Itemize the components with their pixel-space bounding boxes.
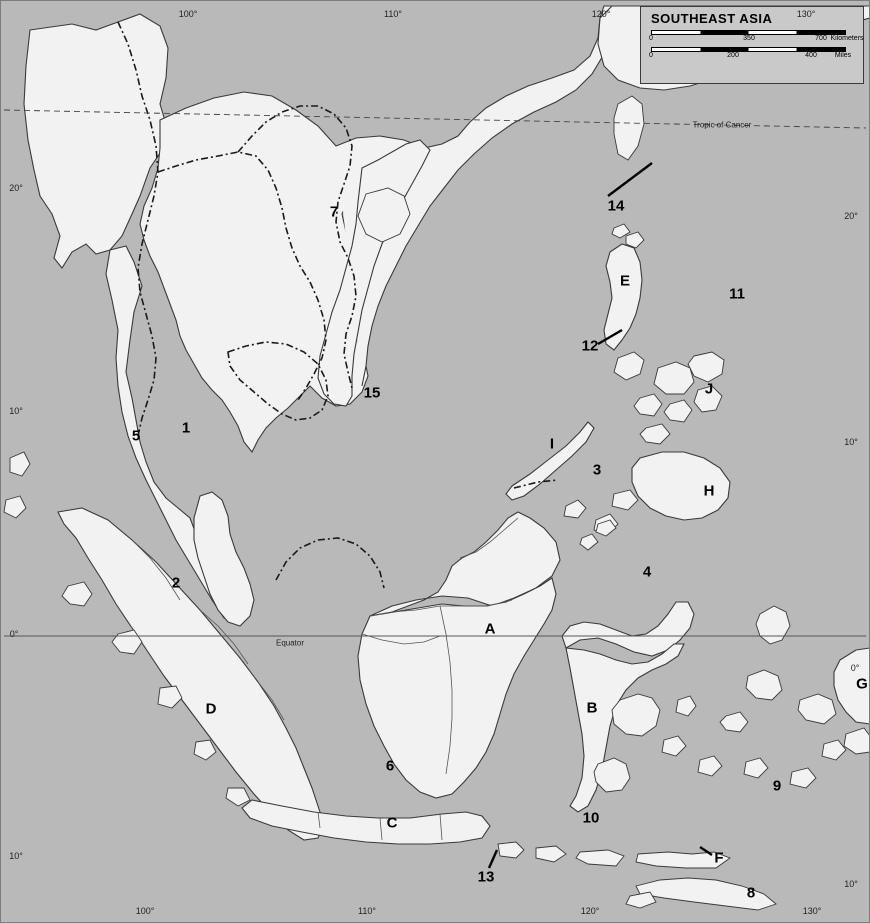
graticule-label: 10° xyxy=(9,406,23,416)
graticule-label: 0° xyxy=(9,629,19,639)
map-marker-13: 13 xyxy=(477,868,495,886)
map-marker-i: I xyxy=(549,435,555,453)
scale-km-tick-2: 700 xyxy=(815,35,827,42)
graticule-label: 110° xyxy=(384,9,402,19)
map-marker-7: 7 xyxy=(329,203,339,221)
map-marker-1: 1 xyxy=(181,419,191,437)
map-marker-a: A xyxy=(484,620,496,638)
graticule-label: 10° xyxy=(9,851,23,861)
graticule-label: 120° xyxy=(591,9,611,19)
scale-mi-tick-0: 0 xyxy=(649,52,653,59)
graticule-label: 130° xyxy=(796,9,816,19)
scale-mi-unit: Miles xyxy=(834,52,852,59)
map-marker-4: 4 xyxy=(642,563,652,581)
scale-mi-tick-2: 400 xyxy=(805,52,817,59)
map-marker-9: 9 xyxy=(772,777,782,795)
tropic-of-cancer-label: Tropic of Cancer xyxy=(692,120,752,130)
map-marker-j: J xyxy=(704,380,714,398)
graticule-label: 120° xyxy=(580,906,600,916)
leader-14 xyxy=(608,163,652,196)
graticule-label: 100° xyxy=(135,906,155,916)
map-marker-g: G xyxy=(856,675,868,693)
scale-mi-tick-1: 200 xyxy=(727,52,739,59)
graticule-label: 130° xyxy=(802,906,822,916)
graticule-label: 0° xyxy=(850,663,860,673)
map-marker-15: 15 xyxy=(363,384,381,402)
map-title: SOUTHEAST ASIA xyxy=(651,11,773,26)
graticule-label: 20° xyxy=(9,183,23,193)
graticule-label: 10° xyxy=(844,879,858,889)
map-marker-e: E xyxy=(619,272,631,290)
map-marker-b: B xyxy=(586,699,598,717)
scale-bar-kilometers xyxy=(649,30,864,46)
graticule-label: 100° xyxy=(178,9,198,19)
map-marker-c: C xyxy=(386,814,398,832)
map-title-box xyxy=(640,6,864,84)
scale-km-unit: Kilometers xyxy=(830,35,864,42)
map-marker-6: 6 xyxy=(385,757,395,775)
scale-km-tick-1: 350 xyxy=(743,35,755,42)
equator-label: Equator xyxy=(275,638,305,648)
graticule-label: 10° xyxy=(844,437,858,447)
map-marker-2: 2 xyxy=(171,574,181,592)
map-marker-14: 14 xyxy=(607,197,625,215)
map-marker-h: H xyxy=(703,482,715,500)
map-marker-12: 12 xyxy=(581,337,599,355)
map-marker-3: 3 xyxy=(592,461,602,479)
map-marker-5: 5 xyxy=(131,427,141,445)
map-marker-11: 11 xyxy=(729,285,745,303)
graticule-label: 20° xyxy=(844,211,858,221)
map-marker-8: 8 xyxy=(746,884,756,902)
leader-13 xyxy=(489,850,497,868)
map-marker-10: 10 xyxy=(582,809,600,827)
graticule-label: 110° xyxy=(358,906,376,916)
map-marker-f: F xyxy=(714,849,724,867)
scale-bar-miles xyxy=(651,47,851,63)
scale-km-tick-0: 0 xyxy=(649,35,653,42)
map-marker-d: D xyxy=(205,700,217,718)
